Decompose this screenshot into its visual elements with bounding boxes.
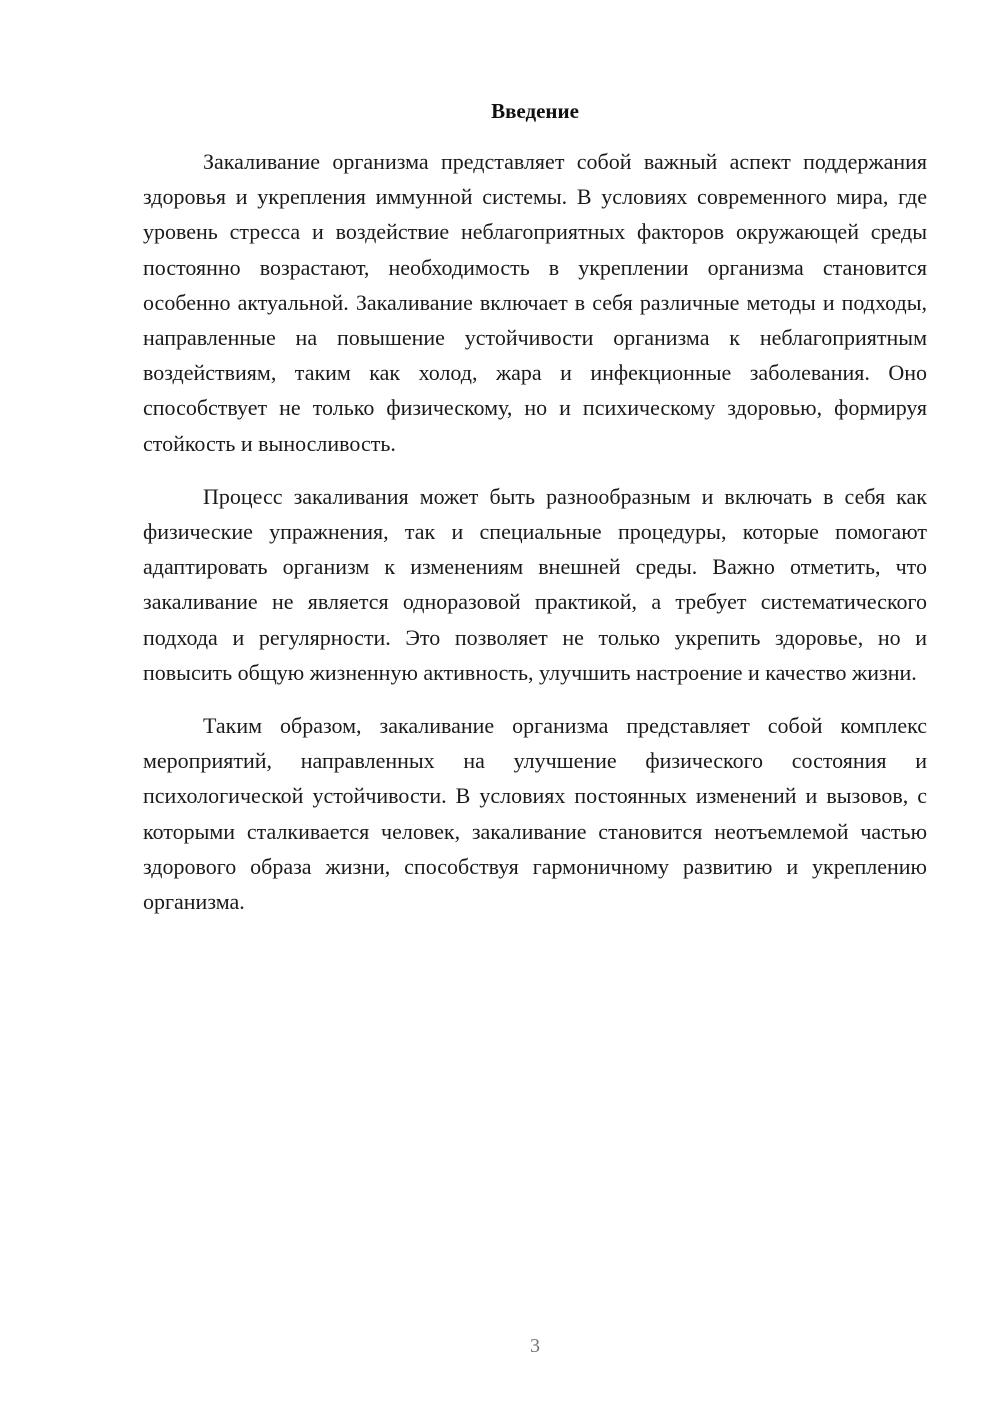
page-number: 3 — [530, 1335, 540, 1357]
paragraph-2: Процесс закаливания может быть разнообразным и включать в себя как физические упражнения, так и специальные процедуры, которые помогают адаптировать организм к изменениям внешней среды. Важно отметить, что закаливание не является одноразовой практикой, а требует систематического подхода и регулярности. Это позволяет не только укрепить здоровье, но и повысить общую жизненную активность, улучшить настроение и качество жизни. — [143, 483, 927, 685]
paragraph-1: Закаливание организма представляет собой важный аспект поддержания здоровья и укрепления иммунной системы. В условиях современного мира, где уровень стресса и воздействие неблагоприятных факторов окружающей среды постоянно возрастают, необходимость в укреплении организма становится особенно актуальной. Закаливание включает в себя различные методы и подходы, направленные на повышение устойчивости организма к неблагоприятным воздействиям, таким как холод, жара и инфекционные заболевания. Оно способствует не только физическому, но и психическому здоровью, формируя стойкость и выносливость. — [143, 149, 927, 456]
page-title: Введение — [491, 99, 579, 123]
paragraph-3: Таким образом, закаливание организма представляет собой комплекс мероприятий, направленных на улучшение физического состояния и психологической устойчивости. В условиях постоянных изменений и вызовов, с которыми сталкивается человек, закаливание становится неотъемлемой частью здорового образа жизни, способствуя гармоничному развитию и укреплению организма. — [143, 713, 927, 915]
document-body — [143, 144, 927, 937]
